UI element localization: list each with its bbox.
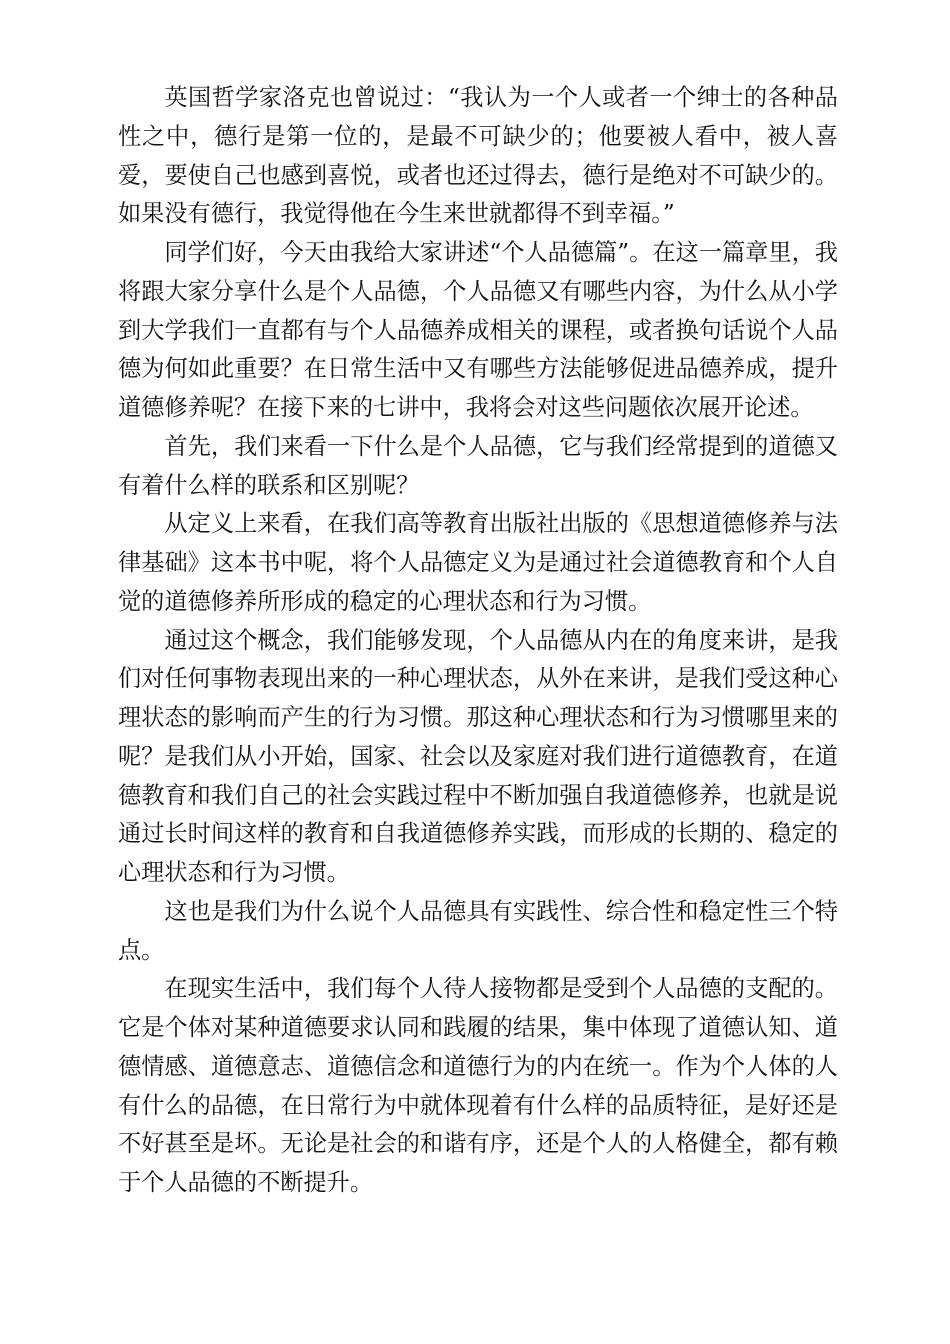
- paragraph-5: 通过这个概念，我们能够发现，个人品德从内在的角度来讲，是我们对任何事物表现出来的一种心理状态，从外在来讲，是我们受这种心理状态的影响而产生的行为习惯。那这种心理状态和行为习惯哪里来的呢？是我们从小开始，国家、社会以及家庭对我们进行道德教育，在道德教育和我们自己的社会实践过程中不断加强自我道德修养，也就是说通过长时间这样的教育和自我道德修养实践，而形成的长期的、稳定的心理状态和行为习惯。: [118, 626, 838, 886]
- paragraph-6: 这也是我们为什么说个人品德具有实践性、综合性和稳定性三个特点。: [118, 897, 838, 964]
- paragraph-2: 同学们好，今天由我给大家讲述“个人品德篇”。在这一篇章里，我将跟大家分享什么是个人品德，个人品德又有哪些内容，为什么从小学到大学我们一直都有与个人品德养成相关的课程，或者换句话说个人品德为何如此重要？在日常生活中又有哪些方法能够促进品德养成，提升道德修养呢？在接下来的七讲中，我将会对这些问题依次展开论述。: [118, 239, 838, 421]
- paragraph-1: 英国哲学家洛克也曾说过：“我认为一个人或者一个绅士的各种品性之中，德行是第一位的，是最不可缺少的；他要被人看中，被人喜爱，要使自己也感到喜悦，或者也还过得去，德行是绝对不可缺少的。如果没有德行，我觉得他在今生来世就都得不到幸福。”: [118, 84, 838, 228]
- paragraph-4: 从定义上来看，在我们高等教育出版社出版的《思想道德修养与法律基础》这本书中呢，将个人品德定义为是通过社会道德教育和个人自觉的道德修养所形成的稳定的心理状态和行为习惯。: [118, 510, 838, 615]
- paragraph-3: 首先，我们来看一下什么是个人品德，它与我们经常提到的道德又有着什么样的联系和区别呢？: [118, 432, 838, 499]
- document-body: [118, 79, 838, 1203]
- paragraph-7: 在现实生活中，我们每个人待人接物都是受到个人品德的支配的。它是个体对某种道德要求认同和践履的结果，集中体现了道德认知、道德情感、道德意志、道德信念和道德行为的内在统一。作为个人体的人有什么的品德，在日常行为中就体现着有什么样的品质特征，是好还是不好甚至是坏。无论是社会的和谐有序，还是个人的人格健全，都有赖于个人品德的不断提升。: [118, 975, 838, 1196]
